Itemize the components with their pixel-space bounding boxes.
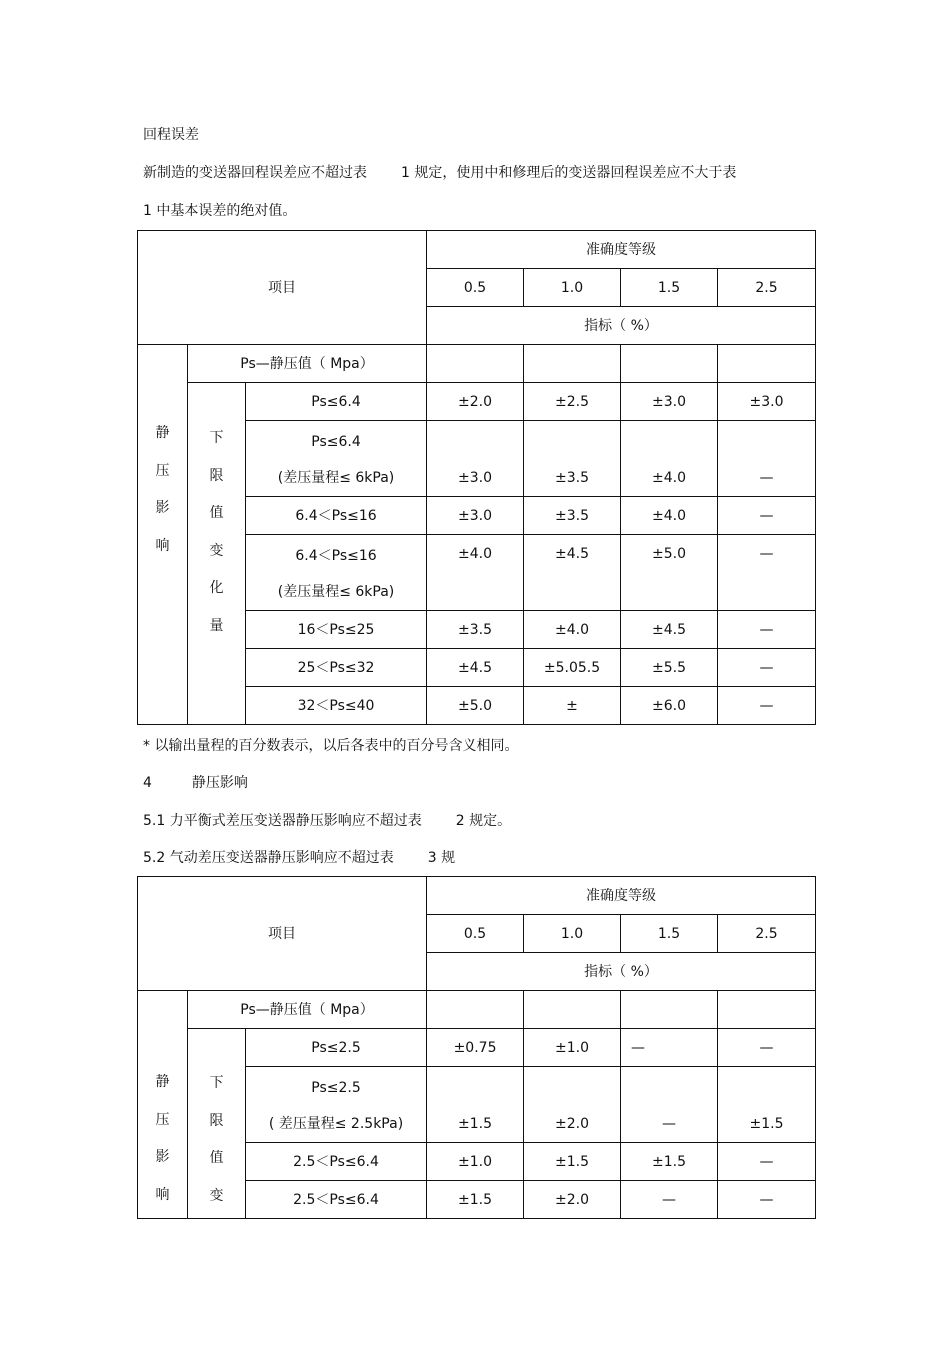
- t1-row-4-v1: ±4.0: [524, 611, 621, 649]
- t1-row-5-v1: ±5.05.5: [524, 649, 621, 687]
- t1-grade-0: 0.5: [427, 269, 524, 307]
- t1-row-1-label: [246, 421, 427, 497]
- t1-row-3-v2: ±5.0: [621, 535, 718, 611]
- t2-row-3-v1: ±2.0: [524, 1181, 621, 1219]
- t2-row-2-label: 2.5＜Ps≤6.4: [246, 1143, 427, 1181]
- t2-row-1-v0: ±1.5: [427, 1067, 524, 1143]
- t1-index-header: 指标（ %）: [427, 307, 816, 345]
- paragraph-5-1-part-a: 5.1 力平衡式差压变送器静压影响应不超过表: [143, 813, 422, 829]
- t1-row-2-label: 6.4＜Ps≤16: [246, 497, 427, 535]
- t1-ps-empty-3: [718, 345, 816, 383]
- paragraph-2: 1 中基本误差的绝对值。: [143, 203, 297, 219]
- t2-side-left-3: 响: [155, 1186, 170, 1203]
- t1-side-mid-3: 变: [209, 542, 224, 559]
- t2-row-1-v1: ±2.0: [524, 1067, 621, 1143]
- t1-row-5-v3: —: [718, 649, 816, 687]
- t1-side-left: [138, 345, 188, 725]
- t2-item-header: 项目: [138, 877, 427, 991]
- t2-row-2-v2: ±1.5: [621, 1143, 718, 1181]
- t1-row-6-v0: ±5.0: [427, 687, 524, 725]
- t1-row-1-line-1: Ps≤6.4: [311, 433, 361, 450]
- section-4-heading: [143, 774, 248, 792]
- t1-side-mid: [188, 383, 246, 725]
- t1-row-6-v2: ±6.0: [621, 687, 718, 725]
- t2-row-1-v2: —: [621, 1067, 718, 1143]
- t1-row-1-line-2: (差压量程≤ 6kPa): [277, 469, 395, 486]
- t1-row-6-v3: —: [718, 687, 816, 725]
- t1-side-left-0: 静: [155, 425, 170, 441]
- t1-side-left-2: 影: [155, 500, 170, 516]
- t1-ps-empty-2: [621, 345, 718, 383]
- t2-accuracy-header: 准确度等级: [427, 877, 816, 915]
- section-heading: 回程误差: [143, 127, 199, 143]
- t1-row-2-v0: ±3.0: [427, 497, 524, 535]
- t2-ps-empty-0: [427, 991, 524, 1029]
- t2-row-2-v3: —: [718, 1143, 816, 1181]
- t1-grade-1: 1.0: [524, 269, 621, 307]
- t2-row-2-v0: ±1.0: [427, 1143, 524, 1181]
- t2-row-3-v3: —: [718, 1181, 816, 1219]
- paragraph-5-2-part-b: 3 规: [427, 850, 456, 866]
- paragraph-1: [143, 164, 736, 182]
- t1-row-1-v3: —: [718, 421, 816, 497]
- t2-side-mid-0: 下: [209, 1075, 224, 1091]
- t1-row-3-v0: ±4.0: [427, 535, 524, 611]
- t2-side-mid-1: 限: [209, 1112, 224, 1129]
- t1-row-0-v1: ±2.5: [524, 383, 621, 421]
- t1-row-3-v3: —: [718, 535, 816, 611]
- t1-row-5-v0: ±4.5: [427, 649, 524, 687]
- paragraph-5-1-part-b: 2 规定。: [455, 813, 512, 829]
- t1-row-2-v1: ±3.5: [524, 497, 621, 535]
- t2-grade-0: 0.5: [427, 915, 524, 953]
- t1-side-mid-1: 限: [209, 467, 224, 484]
- paragraph-5-1: [143, 812, 511, 830]
- t1-row-3-line-1: 6.4＜Ps≤16: [295, 547, 377, 564]
- t1-row-5-v2: ±5.5: [621, 649, 718, 687]
- paragraph-5-2-part-a: 5.2 气动差压变送器静压影响应不超过表: [143, 850, 394, 866]
- t2-ps-empty-1: [524, 991, 621, 1029]
- t2-row-3-v0: ±1.5: [427, 1181, 524, 1219]
- t1-grade-3: 2.5: [718, 269, 816, 307]
- table-1: [137, 230, 816, 725]
- t1-item-header: 项目: [138, 231, 427, 345]
- t1-ps-label: Ps—静压值（ Mpa）: [188, 345, 427, 383]
- section-4-title: 静压影响: [191, 775, 248, 791]
- t2-ps-empty-3: [718, 991, 816, 1029]
- t1-row-5-label: 25＜Ps≤32: [246, 649, 427, 687]
- t2-row-0-v3: —: [718, 1029, 816, 1067]
- t2-grade-2: 1.5: [621, 915, 718, 953]
- t1-row-4-v0: ±3.5: [427, 611, 524, 649]
- t2-side-left-0: 静: [155, 1074, 170, 1090]
- t2-side-left: [138, 991, 188, 1219]
- t2-side-mid: [188, 1029, 246, 1219]
- t1-side-mid-4: 化: [209, 580, 224, 596]
- t2-row-2-v1: ±1.5: [524, 1143, 621, 1181]
- t1-ps-empty-0: [427, 345, 524, 383]
- t1-row-4-v2: ±4.5: [621, 611, 718, 649]
- footnote: * 以输出量程的百分数表示，以后各表中的百分号含义相同。: [143, 738, 519, 754]
- t2-row-1-line-2: ( 差压量程≤ 2.5kPa): [268, 1115, 404, 1132]
- t2-row-3-v2: —: [621, 1181, 718, 1219]
- t1-row-0-label: Ps≤6.4: [246, 383, 427, 421]
- paragraph-5-2: [143, 849, 455, 867]
- t2-side-mid-2: 值: [209, 1150, 224, 1166]
- t1-side-mid-2: 值: [209, 505, 224, 521]
- t1-ps-empty-1: [524, 345, 621, 383]
- t1-row-3-line-2: (差压量程≤ 6kPa): [277, 583, 395, 600]
- t1-row-1-v1: ±3.5: [524, 421, 621, 497]
- t1-row-6-v1: ±: [524, 687, 621, 725]
- t2-row-0-v1: ±1.0: [524, 1029, 621, 1067]
- t2-row-1-line-1: Ps≤2.5: [311, 1079, 361, 1096]
- t2-row-0-v0: ±0.75: [427, 1029, 524, 1067]
- t1-row-4-label: 16＜Ps≤25: [246, 611, 427, 649]
- section-4-number: 4: [143, 775, 152, 791]
- t1-row-4-v3: —: [718, 611, 816, 649]
- t1-row-3-label: [246, 535, 427, 611]
- t2-index-header: 指标（ %）: [427, 953, 816, 991]
- paragraph-1-part-a: 新制造的变送器回程误差应不超过表: [143, 165, 367, 181]
- t1-side-mid-0: 下: [209, 430, 224, 446]
- t1-row-2-v2: ±4.0: [621, 497, 718, 535]
- t2-side-mid-3: 变: [209, 1187, 224, 1204]
- t1-side-left-3: 响: [155, 537, 170, 554]
- t1-grade-2: 1.5: [621, 269, 718, 307]
- t1-row-6-label: 32＜Ps≤40: [246, 687, 427, 725]
- t1-row-2-v3: —: [718, 497, 816, 535]
- t1-accuracy-header: 准确度等级: [427, 231, 816, 269]
- t2-row-3-label: 2.5＜Ps≤6.4: [246, 1181, 427, 1219]
- t1-row-1-v0: ±3.0: [427, 421, 524, 497]
- t1-row-3-v1: ±4.5: [524, 535, 621, 611]
- table-2: [137, 876, 816, 1219]
- t2-row-0-label: Ps≤2.5: [246, 1029, 427, 1067]
- t1-side-mid-5: 量: [209, 617, 224, 634]
- t2-row-1-label: [246, 1067, 427, 1143]
- t2-side-left-1: 压: [155, 1111, 170, 1128]
- t1-row-0-v3: ±3.0: [718, 383, 816, 421]
- t2-row-0-v2: —: [621, 1029, 718, 1067]
- t1-side-left-1: 压: [155, 462, 170, 479]
- paragraph-1-part-b: 1 规定，使用中和修理后的变送器回程误差应不大于表: [401, 165, 737, 181]
- t2-side-left-2: 影: [155, 1149, 170, 1165]
- t2-grade-3: 2.5: [718, 915, 816, 953]
- t2-grade-1: 1.0: [524, 915, 621, 953]
- t2-ps-empty-2: [621, 991, 718, 1029]
- t1-row-1-v2: ±4.0: [621, 421, 718, 497]
- t2-row-1-v3: ±1.5: [718, 1067, 816, 1143]
- t1-row-0-v0: ±2.0: [427, 383, 524, 421]
- t1-row-0-v2: ±3.0: [621, 383, 718, 421]
- t2-ps-label: Ps—静压值（ Mpa）: [188, 991, 427, 1029]
